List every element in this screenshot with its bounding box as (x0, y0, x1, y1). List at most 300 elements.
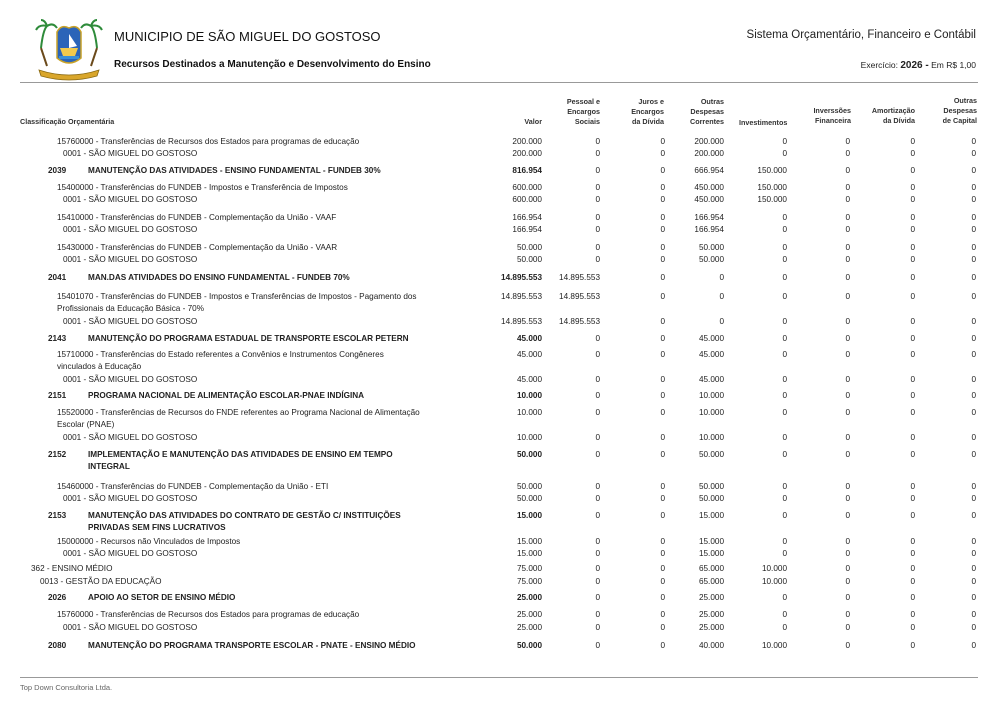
cell-correntes: 200.000 (694, 137, 724, 146)
cell-correntes: 65.000 (698, 564, 724, 573)
row-description: MANUTENÇÃO DAS ATIVIDADES - ENSINO FUNDAMENTAL - FUNDEB 30% (88, 166, 381, 175)
cell-capital: 0 (971, 482, 976, 491)
cell-correntes: 45.000 (698, 334, 724, 343)
cell-inv: 0 (845, 391, 850, 400)
cell-inv: 0 (845, 255, 850, 264)
row-description: 0001 - SÃO MIGUEL DO GOSTOSO (63, 149, 198, 158)
cell-amort: 0 (910, 292, 915, 301)
row-description: MANUTENÇÃO DAS ATIVIDADES DO CONTRATO DE GESTÃO C/ INSTITUIÇÕES (88, 511, 401, 520)
cell-valor: 25.000 (516, 610, 542, 619)
cell-inv: 0 (845, 375, 850, 384)
cell-correntes: 15.000 (698, 537, 724, 546)
cell-invest: 0 (782, 149, 787, 158)
cell-capital: 0 (971, 149, 976, 158)
cell-correntes: 45.000 (698, 375, 724, 384)
table-row-fonte (0, 481, 1000, 493)
col-header-outras-correntes: Outras Despesas Correntes (690, 97, 724, 126)
cell-invest: 0 (782, 593, 787, 602)
row-description: 0001 - SÃO MIGUEL DO GOSTOSO (63, 255, 198, 264)
cell-capital: 0 (971, 334, 976, 343)
row-description: 15000000 - Recursos não Vinculados de Impostos (57, 537, 241, 546)
cell-amort: 0 (910, 195, 915, 204)
cell-inv: 0 (845, 577, 850, 586)
cell-pessoal: 0 (595, 334, 600, 343)
cell-correntes: 50.000 (698, 255, 724, 264)
cell-inv: 0 (845, 334, 850, 343)
cell-invest: 150.000 (757, 166, 787, 175)
footer-company: Top Down Consultoria Ltda. (20, 683, 113, 692)
cell-invest: 0 (782, 292, 787, 301)
report-title: Recursos Destinados a Manutenção e Desenvolvimento do Ensino (114, 59, 431, 70)
cell-invest: 0 (782, 450, 787, 459)
footer-divider (20, 677, 978, 678)
cell-amort: 0 (910, 482, 915, 491)
cell-invest: 0 (782, 494, 787, 503)
cell-invest: 0 (782, 137, 787, 146)
currency-unit: Em R$ 1,00 (931, 60, 976, 70)
table-row-fonte (0, 407, 1000, 429)
cell-amort: 0 (910, 408, 915, 417)
cell-correntes: 45.000 (698, 350, 724, 359)
cell-invest: 0 (782, 433, 787, 442)
cell-amort: 0 (910, 564, 915, 573)
cell-juros: 0 (660, 350, 665, 359)
cell-valor: 75.000 (516, 577, 542, 586)
cell-invest: 0 (782, 255, 787, 264)
table-row-fonte (0, 349, 1000, 371)
row-description: 0001 - SÃO MIGUEL DO GOSTOSO (63, 317, 198, 326)
action-code: 2152 (48, 450, 67, 459)
cell-amort: 0 (910, 255, 915, 264)
cell-capital: 0 (971, 225, 976, 234)
cell-capital: 0 (971, 511, 976, 520)
table-row-uo (0, 622, 1000, 634)
cell-valor: 50.000 (516, 494, 542, 503)
cell-juros: 0 (660, 577, 665, 586)
cell-capital: 0 (971, 195, 976, 204)
cell-valor: 50.000 (516, 255, 542, 264)
cell-amort: 0 (910, 511, 915, 520)
col-header-outras-capital: Outras Despesas de Capital (942, 96, 977, 125)
cell-juros: 0 (660, 623, 665, 632)
cell-valor: 200.000 (512, 137, 542, 146)
exercise-year: 2026 - (900, 60, 929, 71)
cell-capital: 0 (971, 350, 976, 359)
cell-invest: 0 (782, 350, 787, 359)
cell-valor: 200.000 (512, 149, 542, 158)
cell-pessoal: 0 (595, 450, 600, 459)
cell-valor: 600.000 (512, 183, 542, 192)
cell-juros: 0 (660, 195, 665, 204)
cell-correntes: 40.000 (698, 641, 724, 650)
cell-valor: 75.000 (516, 564, 542, 573)
cell-pessoal: 0 (595, 511, 600, 520)
cell-correntes: 65.000 (698, 577, 724, 586)
cell-correntes: 166.954 (694, 213, 724, 222)
cell-capital: 0 (971, 593, 976, 602)
row-description: APOIO AO SETOR DE ENSINO MÉDIO (88, 593, 236, 602)
cell-capital: 0 (971, 433, 976, 442)
cell-inv: 0 (845, 433, 850, 442)
col-header-juros: Juros e Encargos da Dívida (631, 97, 664, 126)
cell-inv: 0 (845, 537, 850, 546)
cell-juros: 0 (660, 450, 665, 459)
table-row-acao (0, 510, 1000, 532)
cell-amort: 0 (910, 641, 915, 650)
cell-inv: 0 (845, 408, 850, 417)
row-description-continued: PRIVADAS SEM FINS LUCRATIVOS (88, 523, 226, 532)
cell-capital: 0 (971, 623, 976, 632)
row-description: 15430000 - Transferências do FUNDEB - Complementação da União - VAAR (57, 243, 338, 252)
row-description: 15710000 - Transferências do Estado referentes a Convênios e Instrumentos Congêneres (57, 350, 384, 359)
cell-invest: 0 (782, 334, 787, 343)
cell-amort: 0 (910, 549, 915, 558)
cell-juros: 0 (660, 273, 665, 282)
cell-inv: 0 (845, 243, 850, 252)
cell-inv: 0 (845, 593, 850, 602)
cell-juros: 0 (660, 317, 665, 326)
cell-valor: 45.000 (516, 375, 542, 384)
cell-inv: 0 (845, 494, 850, 503)
cell-valor: 50.000 (516, 641, 542, 650)
cell-capital: 0 (971, 273, 976, 282)
row-description: 15400000 - Transferências do FUNDEB - Impostos e Transferência de Impostos (57, 183, 348, 192)
cell-valor: 600.000 (512, 195, 542, 204)
cell-correntes: 50.000 (698, 482, 724, 491)
table-row-fonte (0, 609, 1000, 621)
col-header-classificacao: Classificação Orçamentária (20, 117, 115, 126)
cell-valor: 45.000 (516, 350, 542, 359)
action-code: 2026 (48, 593, 67, 602)
table-row-fonte (0, 291, 1000, 313)
cell-amort: 0 (910, 350, 915, 359)
row-description: 0001 - SÃO MIGUEL DO GOSTOSO (63, 549, 198, 558)
table-row-acao (0, 165, 1000, 177)
cell-pessoal: 0 (595, 564, 600, 573)
cell-valor: 10.000 (516, 408, 542, 417)
cell-juros: 0 (660, 391, 665, 400)
cell-correntes: 666.954 (694, 166, 724, 175)
cell-pessoal: 14.895.553 (559, 273, 600, 282)
cell-inv: 0 (845, 292, 850, 301)
cell-pessoal: 0 (595, 482, 600, 491)
table-row-uo (0, 194, 1000, 206)
cell-juros: 0 (660, 408, 665, 417)
table-row-uo (0, 224, 1000, 236)
cell-inv: 0 (845, 511, 850, 520)
cell-correntes: 0 (719, 273, 724, 282)
cell-amort: 0 (910, 433, 915, 442)
cell-juros: 0 (660, 593, 665, 602)
cell-correntes: 450.000 (694, 183, 724, 192)
action-code: 2041 (48, 273, 67, 282)
table-row-acao (0, 390, 1000, 402)
cell-inv: 0 (845, 149, 850, 158)
row-description: 0001 - SÃO MIGUEL DO GOSTOSO (63, 195, 198, 204)
cell-juros: 0 (660, 641, 665, 650)
col-header-pessoal: Pessoal e Encargos Sociais (566, 97, 600, 126)
table-row-fonte (0, 136, 1000, 148)
cell-correntes: 10.000 (698, 391, 724, 400)
cell-amort: 0 (910, 137, 915, 146)
cell-capital: 0 (971, 641, 976, 650)
cell-amort: 0 (910, 317, 915, 326)
cell-amort: 0 (910, 610, 915, 619)
row-description-continued: Escolar (PNAE) (57, 420, 115, 429)
cell-capital: 0 (971, 317, 976, 326)
cell-inv: 0 (845, 273, 850, 282)
action-code: 2153 (48, 511, 67, 520)
cell-correntes: 25.000 (698, 610, 724, 619)
cell-invest: 150.000 (757, 183, 787, 192)
cell-capital: 0 (971, 408, 976, 417)
cell-amort: 0 (910, 450, 915, 459)
row-description: 0001 - SÃO MIGUEL DO GOSTOSO (63, 433, 198, 442)
cell-inv: 0 (845, 610, 850, 619)
cell-correntes: 0 (719, 292, 724, 301)
row-description: 0013 - GESTÃO DA EDUCAÇÃO (40, 577, 162, 586)
col-header-inversoes: Inverssões Financeira (813, 106, 851, 125)
cell-juros: 0 (660, 334, 665, 343)
cell-inv: 0 (845, 166, 850, 175)
row-description: 0001 - SÃO MIGUEL DO GOSTOSO (63, 375, 198, 384)
cell-inv: 0 (845, 317, 850, 326)
row-description-continued: INTEGRAL (88, 462, 130, 471)
cell-valor: 15.000 (516, 537, 542, 546)
cell-amort: 0 (910, 577, 915, 586)
cell-invest: 0 (782, 375, 787, 384)
cell-invest: 0 (782, 273, 787, 282)
cell-correntes: 10.000 (698, 433, 724, 442)
cell-correntes: 25.000 (698, 623, 724, 632)
cell-inv: 0 (845, 482, 850, 491)
table-row-uo (0, 432, 1000, 444)
table-row-fonte (0, 536, 1000, 548)
cell-valor: 10.000 (516, 391, 542, 400)
cell-correntes: 0 (719, 317, 724, 326)
cell-juros: 0 (660, 183, 665, 192)
row-description: 15410000 - Transferências do FUNDEB - Complementação da União - VAAF (57, 213, 337, 222)
municipality-name: MUNICIPIO DE SÃO MIGUEL DO GOSTOSO (114, 29, 381, 44)
cell-capital: 0 (971, 610, 976, 619)
cell-correntes: 15.000 (698, 549, 724, 558)
cell-invest: 0 (782, 408, 787, 417)
cell-invest: 0 (782, 511, 787, 520)
cell-inv: 0 (845, 564, 850, 573)
cell-pessoal: 0 (595, 350, 600, 359)
cell-capital: 0 (971, 137, 976, 146)
cell-juros: 0 (660, 149, 665, 158)
cell-amort: 0 (910, 225, 915, 234)
cell-juros: 0 (660, 166, 665, 175)
cell-capital: 0 (971, 494, 976, 503)
cell-pessoal: 0 (595, 213, 600, 222)
cell-capital: 0 (971, 213, 976, 222)
cell-valor: 816.954 (512, 166, 542, 175)
cell-valor: 14.895.553 (501, 317, 542, 326)
cell-pessoal: 0 (595, 255, 600, 264)
row-description: MANUTENÇÃO DO PROGRAMA ESTADUAL DE TRANSPORTE ESCOLAR PETERN (88, 334, 409, 343)
cell-invest: 0 (782, 391, 787, 400)
cell-valor: 50.000 (516, 482, 542, 491)
table-row-orgao (0, 576, 1000, 588)
row-description: MAN.DAS ATIVIDADES DO ENSINO FUNDAMENTAL - FUNDEB 70% (88, 273, 350, 282)
cell-invest: 0 (782, 317, 787, 326)
row-description: 0001 - SÃO MIGUEL DO GOSTOSO (63, 623, 198, 632)
action-code: 2039 (48, 166, 67, 175)
cell-capital: 0 (971, 577, 976, 586)
table-row-acao (0, 449, 1000, 471)
cell-correntes: 166.954 (694, 225, 724, 234)
col-header-valor: Valor (524, 117, 542, 126)
cell-inv: 0 (845, 137, 850, 146)
cell-valor: 45.000 (516, 334, 542, 343)
cell-capital: 0 (971, 537, 976, 546)
cell-inv: 0 (845, 225, 850, 234)
cell-amort: 0 (910, 213, 915, 222)
cell-capital: 0 (971, 243, 976, 252)
cell-invest: 0 (782, 549, 787, 558)
cell-capital: 0 (971, 391, 976, 400)
cell-juros: 0 (660, 225, 665, 234)
table-row-uo (0, 316, 1000, 328)
cell-juros: 0 (660, 292, 665, 301)
table-row-subfuncao (0, 563, 1000, 575)
cell-inv: 0 (845, 350, 850, 359)
cell-juros: 0 (660, 537, 665, 546)
cell-inv: 0 (845, 183, 850, 192)
cell-capital: 0 (971, 549, 976, 558)
cell-valor: 25.000 (516, 593, 542, 602)
cell-inv: 0 (845, 623, 850, 632)
cell-pessoal: 0 (595, 408, 600, 417)
cell-amort: 0 (910, 537, 915, 546)
cell-amort: 0 (910, 273, 915, 282)
table-row-fonte (0, 212, 1000, 224)
cell-pessoal: 0 (595, 641, 600, 650)
cell-valor: 166.954 (512, 213, 542, 222)
cell-pessoal: 14.895.553 (559, 317, 600, 326)
cell-juros: 0 (660, 564, 665, 573)
cell-capital: 0 (971, 255, 976, 264)
cell-pessoal: 0 (595, 183, 600, 192)
row-description: IMPLEMENTAÇÃO E MANUTENÇÃO DAS ATIVIDADES DE ENSINO EM TEMPO (88, 450, 393, 459)
cell-juros: 0 (660, 549, 665, 558)
cell-juros: 0 (660, 494, 665, 503)
cell-valor: 166.954 (512, 225, 542, 234)
cell-correntes: 50.000 (698, 243, 724, 252)
cell-pessoal: 0 (595, 225, 600, 234)
cell-inv: 0 (845, 450, 850, 459)
cell-invest: 0 (782, 225, 787, 234)
action-code: 2080 (48, 641, 67, 650)
system-name: Sistema Orçamentário, Financeiro e Contábil (746, 29, 976, 41)
col-header-amortizacao: Amortização da Dívida (871, 106, 915, 125)
table-row-acao (0, 592, 1000, 604)
cell-valor: 25.000 (516, 623, 542, 632)
cell-invest: 0 (782, 213, 787, 222)
cell-pessoal: 0 (595, 610, 600, 619)
cell-valor: 50.000 (516, 450, 542, 459)
cell-juros: 0 (660, 433, 665, 442)
cell-pessoal: 0 (595, 166, 600, 175)
cell-correntes: 200.000 (694, 149, 724, 158)
cell-juros: 0 (660, 255, 665, 264)
cell-pessoal: 0 (595, 549, 600, 558)
cell-amort: 0 (910, 149, 915, 158)
cell-pessoal: 0 (595, 137, 600, 146)
col-header-investimentos: Investimentos (739, 118, 788, 127)
cell-amort: 0 (910, 494, 915, 503)
cell-invest: 0 (782, 610, 787, 619)
cell-valor: 14.895.553 (501, 292, 542, 301)
cell-valor: 15.000 (516, 511, 542, 520)
row-description: PROGRAMA NACIONAL DE ALIMENTAÇÃO ESCOLAR-PNAE INDÍGINA (88, 391, 365, 400)
table-row-uo (0, 148, 1000, 160)
table-row-uo (0, 493, 1000, 505)
table-row-acao (0, 640, 1000, 652)
cell-pessoal: 14.895.553 (559, 292, 600, 301)
cell-pessoal: 0 (595, 593, 600, 602)
cell-capital: 0 (971, 166, 976, 175)
cell-amort: 0 (910, 623, 915, 632)
row-description: 15520000 - Transferências de Recursos do FNDE referentes ao Programa Nacional de Alimentação (57, 408, 420, 417)
header-divider (20, 82, 978, 83)
cell-pessoal: 0 (595, 537, 600, 546)
municipal-coat-of-arms-logo (33, 18, 105, 82)
cell-amort: 0 (910, 375, 915, 384)
cell-correntes: 15.000 (698, 511, 724, 520)
cell-juros: 0 (660, 213, 665, 222)
cell-juros: 0 (660, 482, 665, 491)
cell-pessoal: 0 (595, 375, 600, 384)
cell-invest: 10.000 (761, 564, 787, 573)
cell-juros: 0 (660, 375, 665, 384)
cell-invest: 0 (782, 537, 787, 546)
row-description-continued: Profissionais da Educação Básica - 70% (57, 304, 204, 313)
cell-pessoal: 0 (595, 243, 600, 252)
cell-pessoal: 0 (595, 149, 600, 158)
cell-correntes: 10.000 (698, 408, 724, 417)
cell-valor: 50.000 (516, 243, 542, 252)
cell-pessoal: 0 (595, 494, 600, 503)
row-description: MANUTENÇÃO DO PROGRAMA TRANSPORTE ESCOLAR - PNATE - ENSINO MÉDIO (88, 641, 416, 650)
cell-capital: 0 (971, 183, 976, 192)
cell-inv: 0 (845, 213, 850, 222)
cell-pessoal: 0 (595, 577, 600, 586)
cell-valor: 10.000 (516, 433, 542, 442)
row-description: 0001 - SÃO MIGUEL DO GOSTOSO (63, 225, 198, 234)
table-row-acao (0, 333, 1000, 345)
cell-pessoal: 0 (595, 195, 600, 204)
table-row-fonte (0, 242, 1000, 254)
cell-inv: 0 (845, 549, 850, 558)
row-description: 15760000 - Transferências de Recursos dos Estados para programas de educação (57, 610, 360, 619)
cell-invest: 0 (782, 482, 787, 491)
table-row-uo (0, 254, 1000, 266)
row-description: 362 - ENSINO MÉDIO (31, 564, 113, 573)
cell-juros: 0 (660, 243, 665, 252)
exercise-label: Exercício: (860, 60, 898, 70)
cell-amort: 0 (910, 166, 915, 175)
cell-valor: 15.000 (516, 549, 542, 558)
cell-correntes: 450.000 (694, 195, 724, 204)
exercise-info (861, 60, 976, 71)
cell-correntes: 50.000 (698, 450, 724, 459)
cell-capital: 0 (971, 292, 976, 301)
cell-correntes: 25.000 (698, 593, 724, 602)
cell-amort: 0 (910, 334, 915, 343)
